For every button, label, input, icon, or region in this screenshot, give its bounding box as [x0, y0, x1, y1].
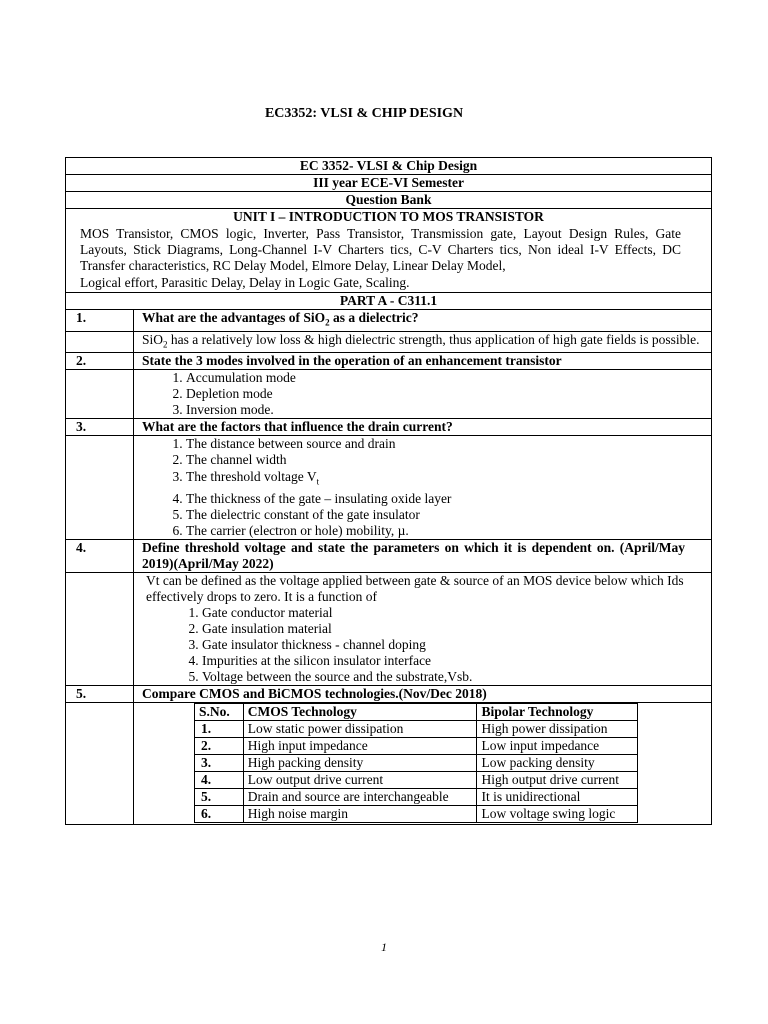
list-item: 4. Impurities at the silicon insulator interface — [202, 653, 707, 669]
question-number: 5. — [66, 686, 134, 703]
syllabus-text: MOS Transistor, CMOS logic, Inverter, Pass Transistor, Transmission gate, Layout Design Rules, Gate Layouts, Stick Diagrams, Long-Channel I-V Charters tics, C-V Charters tics, Non ideal I-V Effects, DC Transfer characteristics, RC Delay Model, Elmore Delay, Linear Delay Model, — [80, 226, 682, 273]
document-title: EC3352: VLSI & CHIP DESIGN — [264, 106, 464, 121]
table-cell: It is unidirectional — [477, 789, 638, 806]
answer-text: Vt can be defined as the voltage applied between gate & source of an MOS device below which Ids effectively drops to zero. It is a function of — [146, 573, 684, 605]
question-text: What are the advantages of SiO$_2$ as a dielectric? — [134, 310, 712, 332]
list-item: 6. The carrier (electron or hole) mobility, µ. — [186, 523, 707, 539]
list-item: 1. The distance between source and drain — [186, 436, 707, 452]
table-cell: 3. — [195, 755, 244, 772]
part-heading: PART A - C311.1 — [66, 293, 712, 310]
list-item: 2. Gate insulation material — [202, 621, 707, 637]
answer-list — [134, 436, 712, 540]
answer-block — [134, 573, 712, 686]
question-bank-heading: Question Bank — [66, 192, 712, 209]
table-cell: Low voltage swing logic — [477, 806, 638, 823]
table-row — [195, 738, 638, 755]
syllabus-text-2: Logical effort, Parasitic Delay, Delay in Logic Gate, Scaling. — [80, 275, 410, 290]
table-cell: High output drive current — [477, 772, 638, 789]
table-cell: Drain and source are interchangeable — [243, 789, 477, 806]
page-number: 1 — [381, 940, 387, 954]
table-row — [195, 755, 638, 772]
course-title: EC 3352- VLSI & Chip Design — [66, 158, 712, 175]
list-item: 2. Depletion mode — [186, 386, 707, 402]
list-item: 5. The dielectric constant of the gate insulator — [186, 507, 707, 523]
table-cell: Low output drive current — [243, 772, 477, 789]
table-cell: 5. — [195, 789, 244, 806]
unit-title: UNIT I – INTRODUCTION TO MOS TRANSISTOR — [233, 209, 544, 224]
comparison-table — [194, 703, 638, 823]
question-text: Compare CMOS and BiCMOS technologies.(Nov/Dec 2018) — [134, 686, 712, 703]
table-cell: High input impedance — [243, 738, 477, 755]
table-cell: High packing density — [243, 755, 477, 772]
question-number: 3. — [66, 419, 134, 436]
comparison-cell — [134, 703, 712, 825]
table-row — [195, 806, 638, 823]
list-item: 4. The thickness of the gate – insulating oxide layer — [186, 491, 707, 507]
table-cell: 6. — [195, 806, 244, 823]
list-item: 5. Voltage between the source and the substrate,Vsb. — [202, 669, 707, 685]
table-cell: Low input impedance — [477, 738, 638, 755]
list-item: 2. The channel width — [186, 452, 707, 468]
question-number: 2. — [66, 353, 134, 370]
list-item: 1. Gate conductor material — [202, 605, 707, 621]
list-item: 3. Inversion mode. — [186, 402, 707, 418]
table-cell: 1. — [195, 721, 244, 738]
table-cell: Low static power dissipation — [243, 721, 477, 738]
question-text: What are the factors that influence the drain current? — [134, 419, 712, 436]
table-row — [195, 721, 638, 738]
table-cell: High noise margin — [243, 806, 477, 823]
question-number: 4. — [66, 540, 134, 573]
answer-list — [134, 370, 712, 419]
question-bank-table — [65, 157, 712, 825]
question-text: State the 3 modes involved in the operation of an enhancement transistor — [134, 353, 712, 370]
table-cell: 2. — [195, 738, 244, 755]
column-header: CMOS Technology — [243, 704, 477, 721]
question-text: Define threshold voltage and state the parameters on which it is dependent on. (April/May 2019)(April/May 2022) — [134, 540, 712, 573]
column-header: S.No. — [195, 704, 244, 721]
list-item: 1. Accumulation mode — [186, 370, 707, 386]
list-item: 3. The threshold voltage $V_t$ — [186, 468, 707, 491]
answer-text: SiO$_2$ has a relatively low loss & high dielectric strength, thus application of high gate fields is possible. — [134, 331, 712, 353]
list-item: 3. Gate insulator thickness - channel doping — [202, 637, 707, 653]
table-row — [195, 789, 638, 806]
column-header: Bipolar Technology — [477, 704, 638, 721]
year-semester: III year ECE-VI Semester — [66, 175, 712, 192]
table-cell: 4. — [195, 772, 244, 789]
question-number: 1. — [66, 310, 134, 332]
table-cell: High power dissipation — [477, 721, 638, 738]
table-header-row — [195, 704, 638, 721]
table-cell: Low packing density — [477, 755, 638, 772]
unit-block — [66, 209, 712, 293]
table-row — [195, 772, 638, 789]
